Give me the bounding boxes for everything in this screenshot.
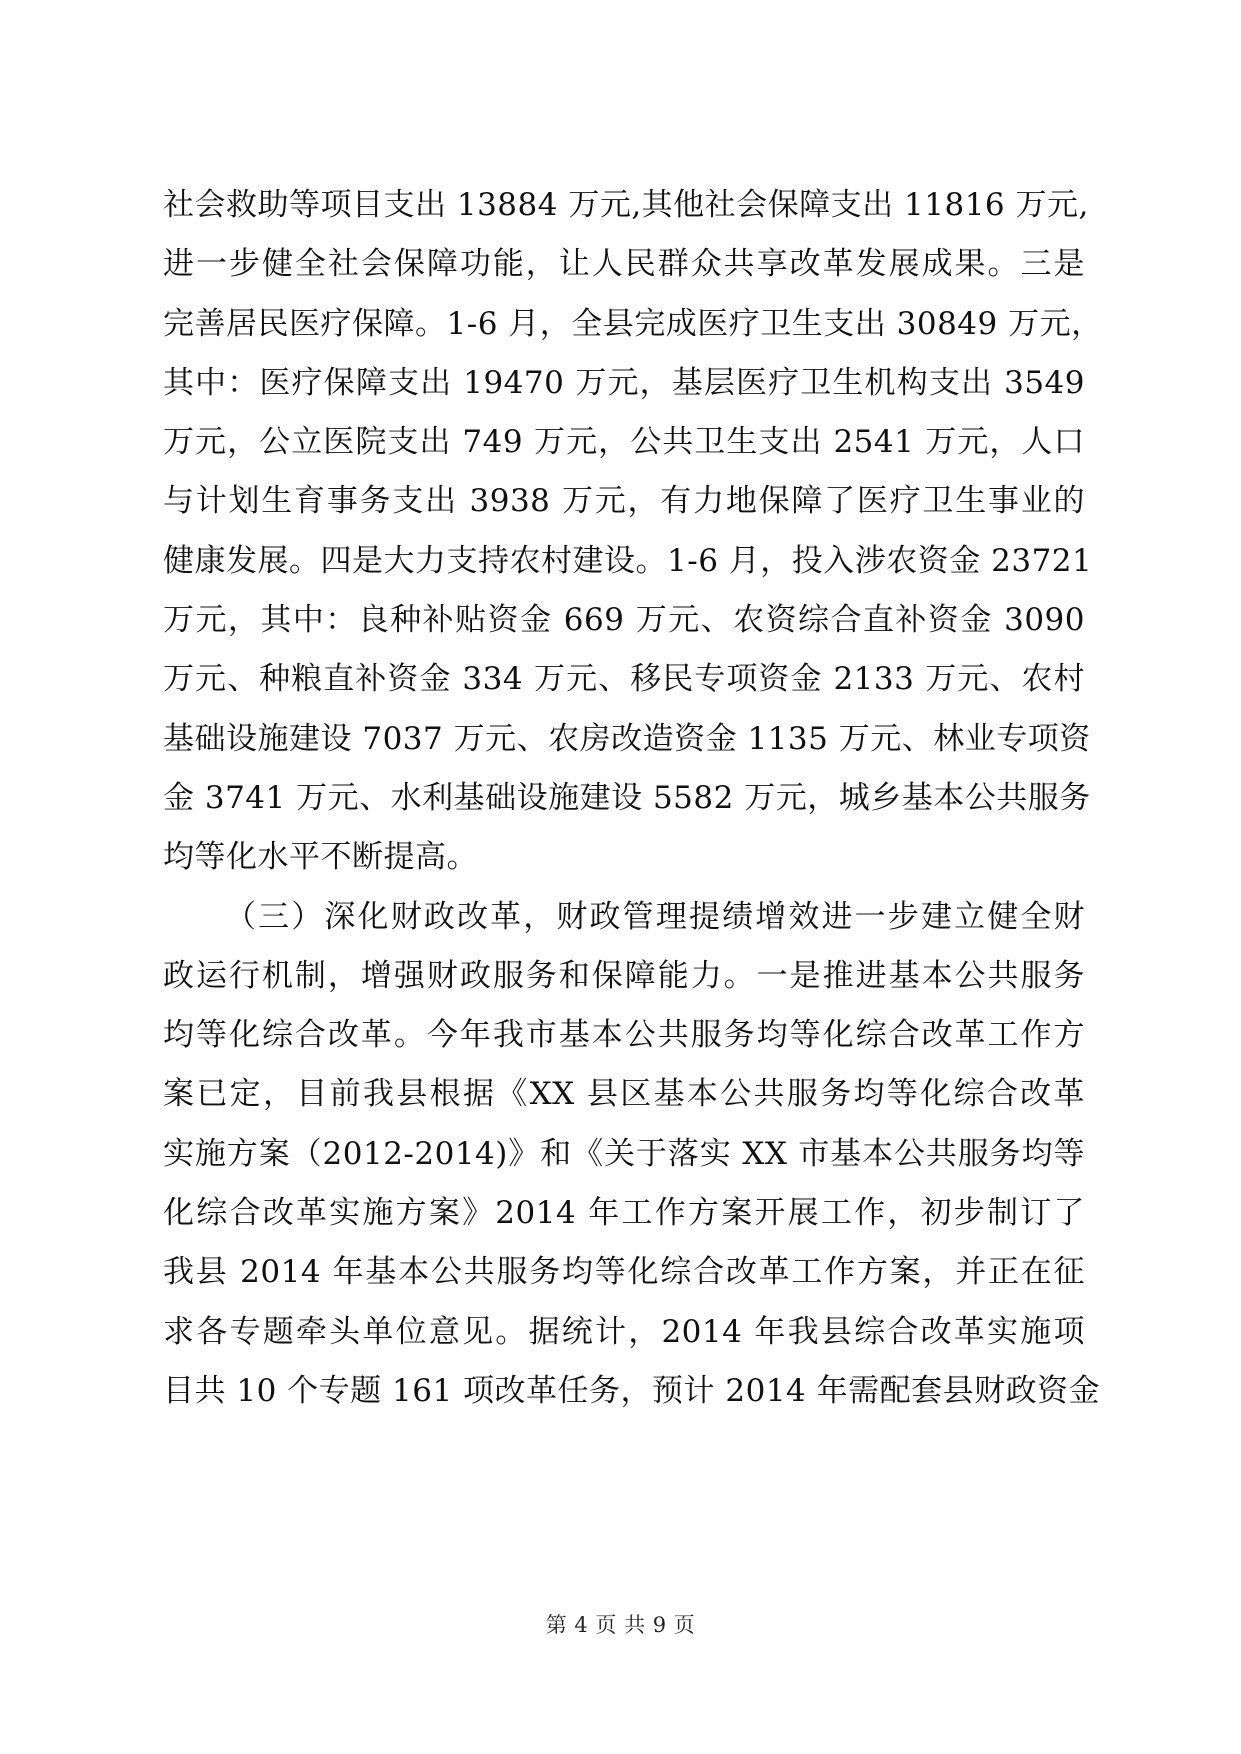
body-text [163,176,1103,1421]
text-line: 社会救助等项目支出 13884 万元,其他社会保障支出 11816 万元, [163,187,1089,223]
text-line: 我县 2014 年基本公共服务均等化综合改革工作方案，并正在征 [163,1254,1085,1291]
page-number: 第 4 页 共 9 页 [545,1613,696,1637]
text-line: 案已定，目前我县根据《XX 县区基本公共服务均等化综合改革 [163,1076,1085,1113]
text-line: 金 3741 万元、水利基础设施建设 5582 万元，城乡基本公共服务 [163,779,1091,816]
text-line: 万元、种粮直补资金 334 万元、移民专项资金 2133 万元、农村 [163,661,1085,698]
text-line: 求各专题牵头单位意见。据统计，2014 年我县综合改革实施项 [163,1313,1085,1350]
text-line: 万元，公立医院支出 749 万元，公共卫生支出 2541 万元，人口 [163,424,1085,461]
text-line: 其中：医疗保障支出 19470 万元，基层医疗卫生机构支出 3549 [163,364,1085,401]
text-line: 健康发展。四是大力支持农村建设。1-6 月，投入涉农资金 23721 [163,542,1093,579]
text-line: 基础设施建设 7037 万元、农房改造资金 1135 万元、林业专项资 [163,720,1091,757]
section-heading-line: （三）深化财政改革，财政管理提绩增效进一步建立健全财 [225,898,1085,935]
text-line: 目共 10 个专题 161 项改革任务，预计 2014 年需配套县财政资金 [163,1372,1101,1409]
text-line: 实施方案（2012-2014)》和《关于落实 XX 市基本公共服务均等 [163,1135,1085,1172]
text-line: 与计划生育事务支出 3938 万元，有力地保障了医疗卫生事业的 [163,483,1085,520]
text-line: 万元，其中：良种补贴资金 669 万元、农资综合直补资金 3090 [163,602,1085,639]
text-line: 均等化综合改革。今年我市基本公共服务均等化综合改革工作方 [163,1017,1085,1054]
text-line: 化综合改革实施方案》2014 年工作方案开展工作，初步制订了 [163,1195,1085,1232]
text-line: 均等化水平不断提高。 [163,839,478,876]
text-line: 政运行机制，增强财政服务和保障能力。一是推进基本公共服务 [163,957,1085,994]
text-line: 进一步健全社会保障功能，让人民群众共享改革发展成果。三是 [163,246,1085,283]
text-line: 完善居民医疗保障。1-6 月，全县完成医疗卫生支出 30849 万元， [163,305,1103,342]
